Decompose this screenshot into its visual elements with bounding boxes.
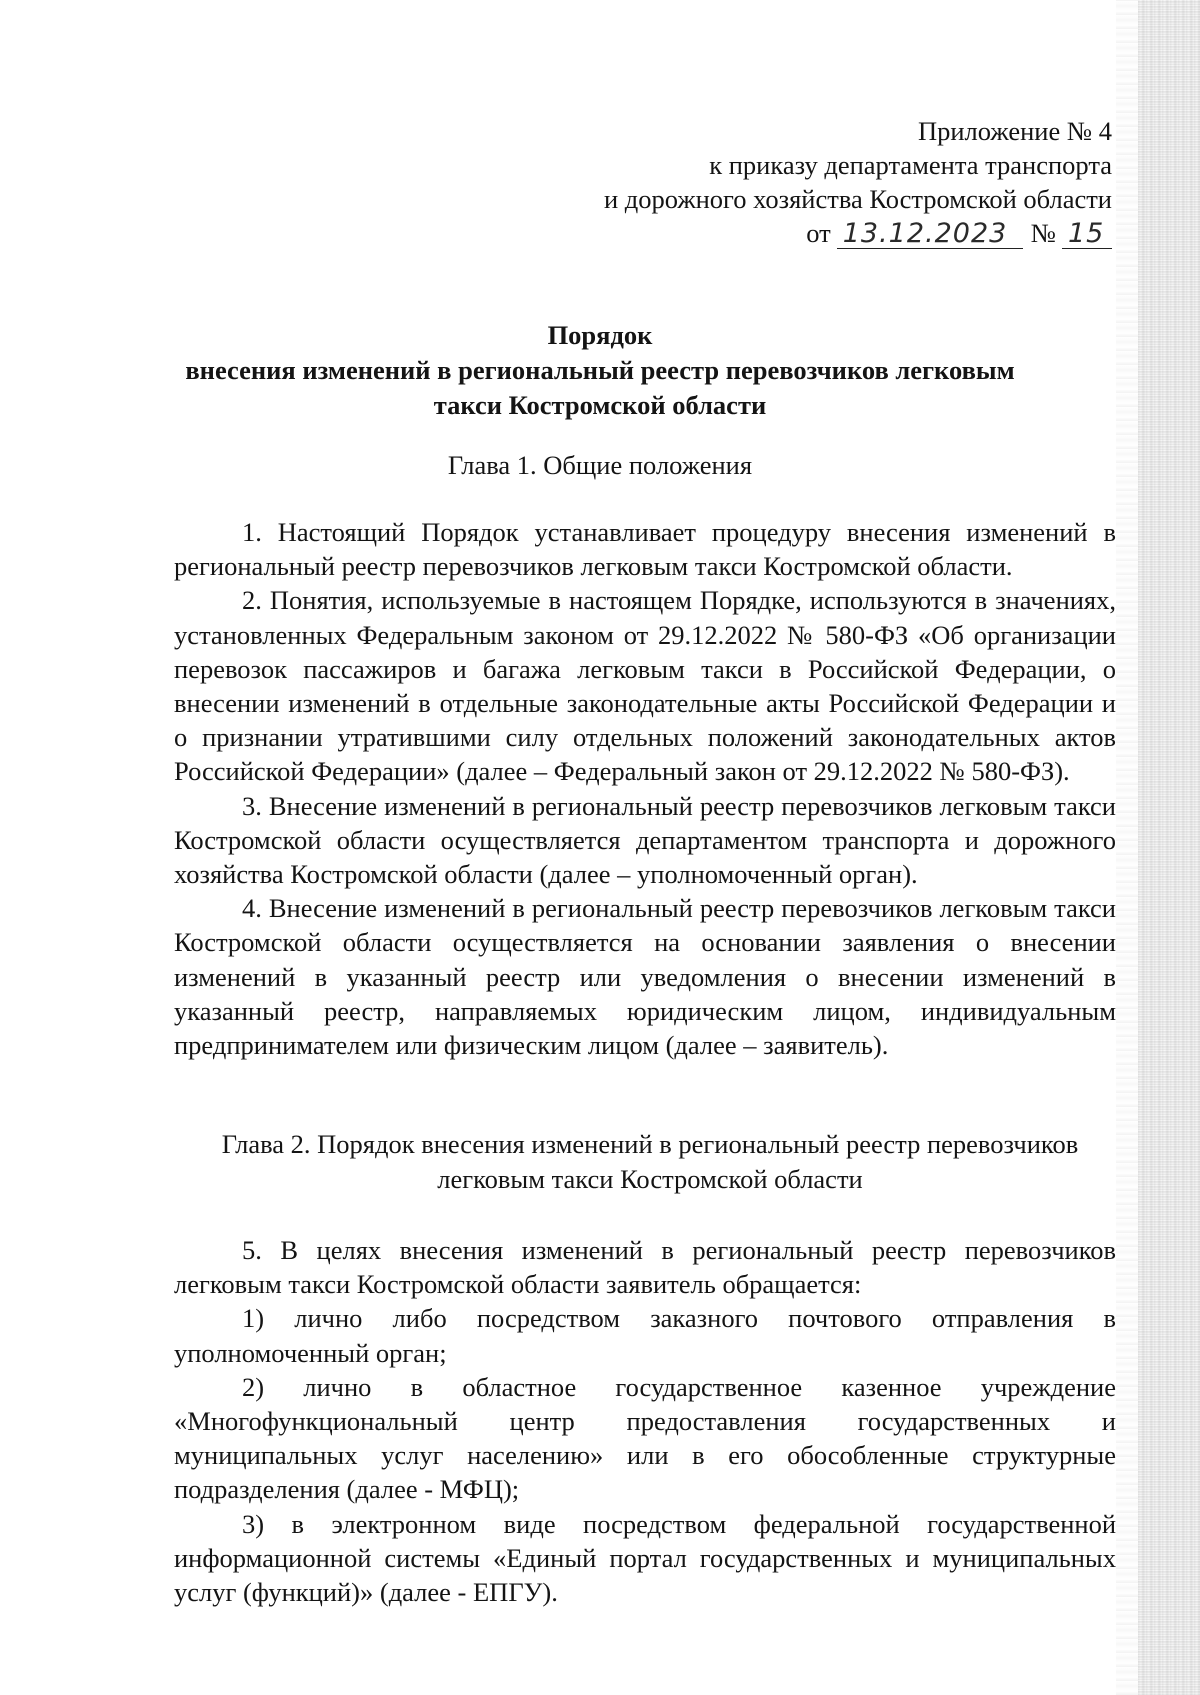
list-item-1: 1) лично либо посредством заказного почтового отправления в уполномоченный орган; [174, 1303, 1116, 1368]
list-item-2: 2) лично в областное государственное казенное учреждение «Многофункциональный центр предоставления государственных и муниципальных услуг населению» или в его обособленные структурные подразделения (далее - МФЦ); [174, 1371, 1116, 1505]
chapter2-heading-line1: Глава 2. Порядок внесения изменений в региональный реестр перевозчиков [221, 1129, 1079, 1159]
paragraph-3: 3. Внесение изменений в региональный реестр перевозчиков легковым такси Костромской области осуществляется департаментом транспорта и дорожного хозяйства Костромской области (далее – уполномоченный орган). [174, 790, 1116, 890]
order-reference-line2: и дорожного хозяйства Костромской области [603, 184, 1112, 214]
title-line2: внесения изменений в региональный реестр перевозчиков легковым [185, 355, 1015, 385]
title-line3: такси Костромской области [433, 390, 767, 420]
order-reference-line1: к приказу департамента транспорта [709, 150, 1112, 180]
chapter2-body [174, 1233, 1116, 1609]
appendix-number: Приложение № 4 [917, 116, 1112, 146]
chapter2-heading [170, 1127, 1130, 1197]
paragraph-2: 2. Понятия, используемые в настоящем Порядке, используются в значениях, установленных Федеральным законом от 29.12.2022 № 580-ФЗ «Об организации перевозок пассажиров и багажа легковым такси в Российской Федерации, о внесении изменений в отдельные законодательные акты Российской Федерации и о признании утратившими силу отдельных положений законодательных актов Российской Федерации» (далее – Федеральный закон от 29.12.2022 № 580-ФЗ). [174, 585, 1116, 787]
date-prefix: от [806, 218, 831, 248]
chapter2-heading-line2: легковым такси Костромской области [437, 1164, 863, 1194]
document-title [0, 318, 1200, 423]
paragraph-1: 1. Настоящий Порядок устанавливает процедуру внесения изменений в региональный реестр перевозчиков легковым такси Костромской области. [174, 517, 1116, 582]
paragraph-4: 4. Внесение изменений в региональный реестр перевозчиков легковым такси Костромской области осуществляется на основании заявления о внесении изменений в указанный реестр или уведомления о внесении изменений в указанный реестр, направляемых юридическим лицом, индивидуальным предпринимателем или физическим лицом (далее – заявитель). [174, 893, 1116, 1061]
handwritten-number: 15 [1062, 220, 1112, 249]
number-prefix: № [1030, 218, 1056, 248]
paragraph-5: 5. В целях внесения изменений в региональный реестр перевозчиков легковым такси Костромской области заявитель обращается: [174, 1235, 1116, 1300]
chapter1-heading: Глава 1. Общие положения [447, 450, 753, 480]
appendix-header [604, 114, 1112, 250]
list-item-3: 3) в электронном виде посредством федеральной государственной информационной системы «Единый портал государственных и муниципальных услуг (функций)» (далее - ЕПГУ). [174, 1508, 1116, 1608]
title-line1: Порядок [547, 320, 653, 350]
order-date-line [604, 216, 1112, 250]
chapter1-body [174, 515, 1116, 1062]
handwritten-date: 13.12.2023 [837, 220, 1023, 249]
